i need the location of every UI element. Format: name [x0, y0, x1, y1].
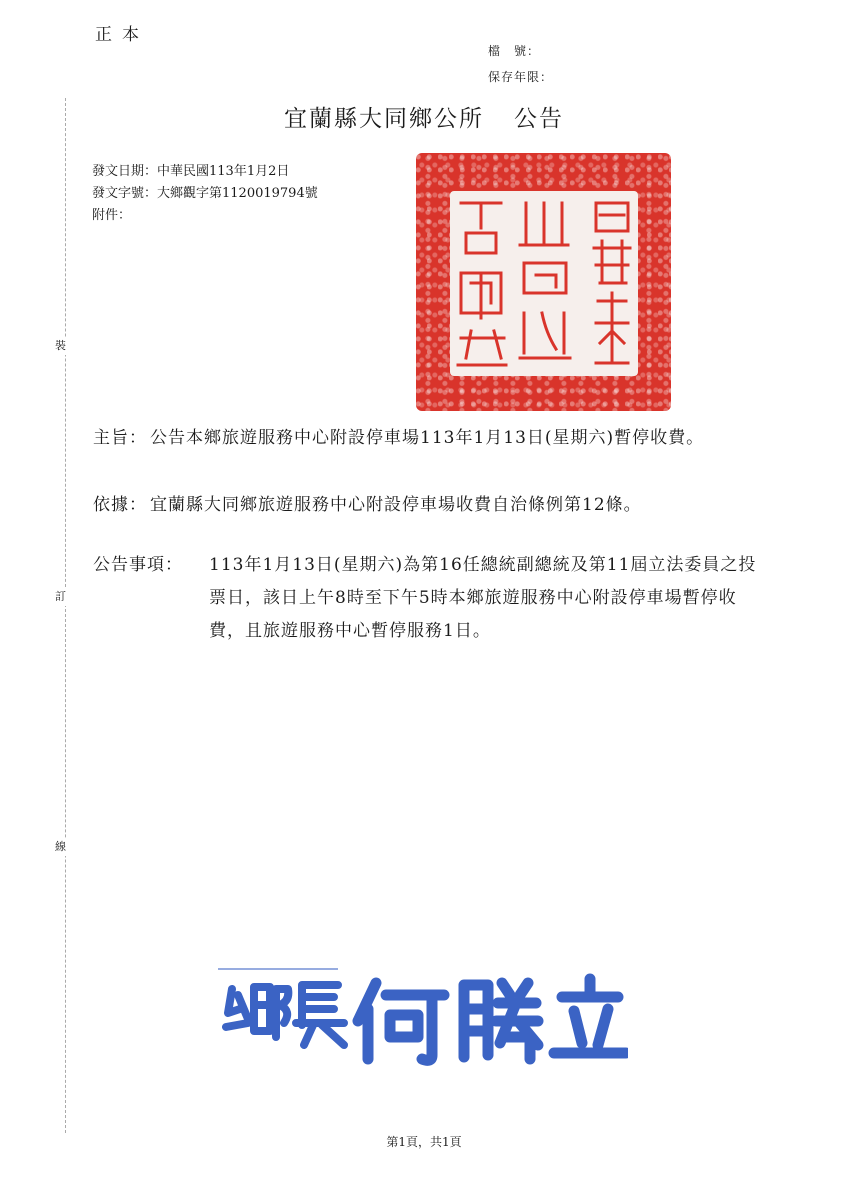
subject-label: 主旨：	[93, 428, 147, 448]
basis-text: 宜蘭縣大同鄉旅遊服務中心附設停車場收費自治條例第12條。	[150, 495, 642, 515]
page-number: 第1頁，共1頁	[386, 1135, 462, 1149]
binding-mark: 裝	[55, 337, 66, 355]
binding-line	[65, 98, 66, 1133]
official-seal	[416, 153, 671, 411]
seal-inscription-icon	[416, 153, 671, 411]
archive-number-label: 檔 號：	[488, 44, 541, 58]
binding-mark: 訂	[55, 588, 66, 606]
notice-items-text: 113年1月13日(星期六)為第16任總統副總統及第11屆立法委員之投票日，該日上午8時至下午5時本鄉旅遊服務中心附設停車場暫停收費，且旅遊服務中心暫停服務1日。	[209, 555, 757, 641]
basis-label: 依據：	[93, 495, 147, 515]
subject-text: 公告本鄉旅遊服務中心附設停車場113年1月13日(星期六)暫停收費。	[150, 428, 705, 448]
issue-number: 發文字號：大鄉觀字第1120019794號	[92, 186, 318, 201]
retention-period-label: 保存年限：	[488, 70, 554, 84]
township-chief-signature-stamp	[218, 965, 628, 1070]
issue-date: 發文日期：中華民國113年1月2日	[92, 164, 290, 179]
notice-items-label: 公告事項：	[93, 555, 183, 575]
copy-label: 正本	[95, 25, 149, 45]
document-title	[0, 100, 848, 133]
attachment-label: 附件：	[92, 208, 132, 223]
issuing-agency: 宜蘭縣大同鄉公所	[284, 106, 484, 132]
document-type: 公告	[514, 106, 564, 132]
binding-mark: 線	[55, 838, 66, 856]
